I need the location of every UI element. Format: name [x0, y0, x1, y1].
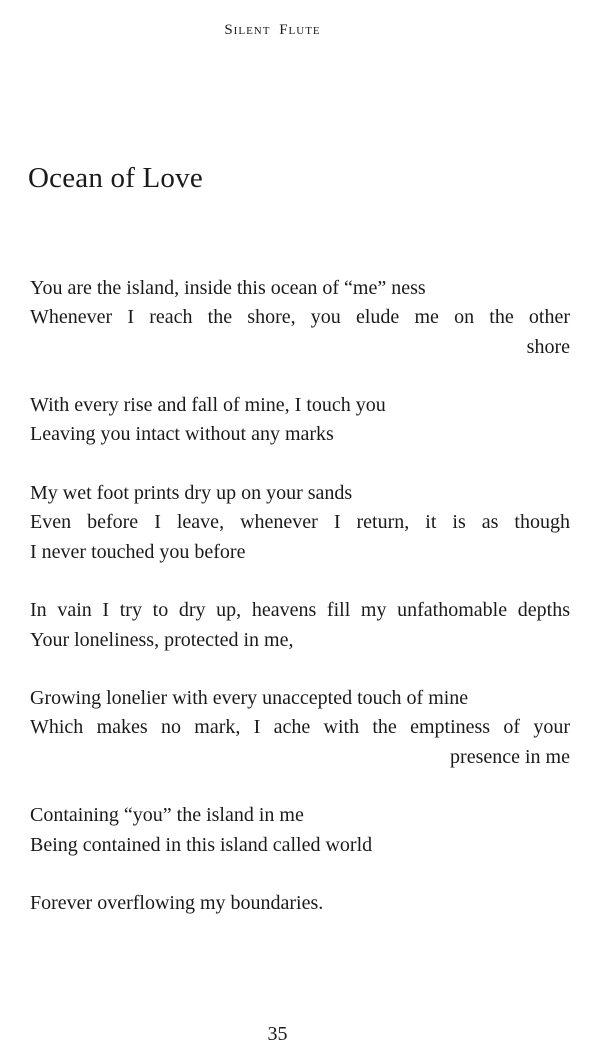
poem-line: You are the island, inside this ocean of “me” ness: [30, 277, 426, 299]
poem-line: In vain I try to dry up, heavens fill my unfathomable depths: [30, 599, 570, 622]
poem-line: I never touched you before: [30, 540, 246, 563]
poem-line-continuation: presence in me: [450, 745, 570, 768]
stanza: [30, 274, 570, 362]
poem-line-continuation: shore: [526, 335, 570, 358]
poem-title: Ocean of Love: [28, 162, 203, 194]
running-head: Silent Flute: [224, 22, 321, 38]
stanza: [30, 889, 570, 918]
poem-line: Being contained in this island called world: [30, 833, 373, 856]
poem-line: Which makes no mark, I ache with the emptiness of your: [30, 716, 570, 739]
poem-body: [30, 274, 570, 948]
poem-line: With every rise and fall of mine, I touch you: [30, 394, 386, 417]
poem-line: Growing lonelier with every unaccepted touch of mine: [30, 687, 469, 710]
poem-line: Whenever I reach the shore, you elude me on the other: [30, 306, 570, 329]
poem-line: Forever overflowing my boundaries.: [30, 892, 324, 915]
poem-line: My wet foot prints dry up on your sands: [30, 482, 353, 505]
stanza: [30, 596, 570, 655]
poem-line: Leaving you intact without any marks: [30, 423, 334, 446]
stanza: [30, 801, 570, 860]
poem-line: Even before I leave, whenever I return, it is as though: [30, 511, 570, 534]
stanza: [30, 684, 570, 772]
stanza: [30, 479, 570, 567]
stanza: [30, 391, 570, 450]
poem-line: Containing “you” the island in me: [30, 804, 304, 827]
poem-line: Your loneliness, protected in me,: [30, 628, 294, 651]
page-number: 35: [267, 1023, 288, 1045]
